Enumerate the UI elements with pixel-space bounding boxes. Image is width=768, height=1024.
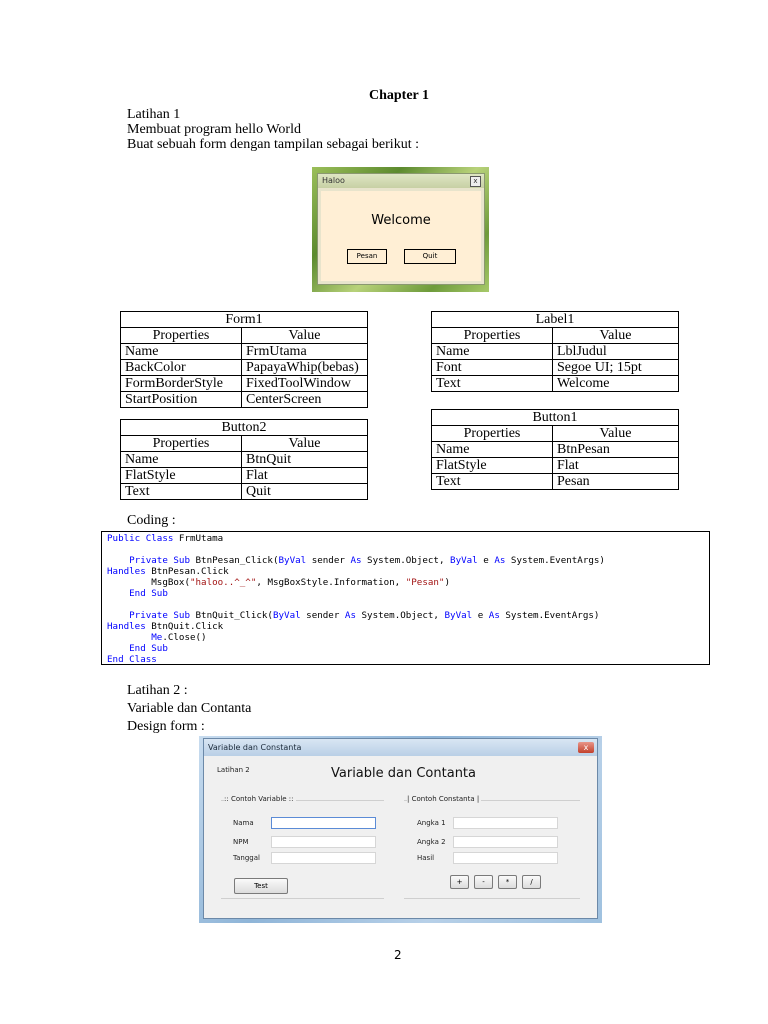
table-title: Label1 (432, 312, 679, 328)
prop-name: BackColor (121, 360, 242, 376)
code-keyword: As (344, 610, 356, 621)
prop-value: BtnQuit (242, 452, 368, 468)
close-icon: x (578, 742, 594, 753)
constanta-group-bottom (404, 898, 580, 899)
tanggal-input (271, 852, 376, 864)
form-screenshot-variable (199, 736, 602, 923)
code-text: System.Object, (361, 555, 451, 566)
prop-value: Pesan (553, 474, 679, 490)
form1-properties-table (120, 311, 368, 408)
haloo-title: Haloo (322, 176, 345, 185)
prop-name: FlatStyle (432, 458, 553, 474)
code-text: .Close() (162, 632, 207, 643)
table-title: Form1 (121, 312, 368, 328)
prop-value: Flat (242, 468, 368, 484)
table-title: Button2 (121, 420, 368, 436)
code-text: BtnQuit_Click( (189, 610, 273, 621)
prop-name: Text (432, 474, 553, 490)
prop-name: Font (432, 360, 553, 376)
code-string: "Pesan" (405, 577, 445, 588)
intro-line-1: Latihan 1 (127, 107, 181, 122)
code-text: sender (306, 555, 351, 566)
col-header: Properties (432, 426, 553, 442)
code-text: BtnQuit.Click (145, 621, 224, 632)
code-keyword: Public Class (107, 533, 174, 544)
label1-properties-table (431, 311, 679, 392)
code-keyword: Me (107, 632, 163, 643)
code-keyword: ByVal (450, 555, 478, 566)
npm-input (271, 836, 376, 848)
code-line: End Sub (107, 588, 168, 599)
prop-value: LblJudul (553, 344, 679, 360)
code-text: e (472, 610, 489, 621)
minus-button: - (474, 875, 493, 889)
latihan2-line-2: Variable dan Contanta (127, 701, 252, 716)
chapter-heading: Chapter 1 (369, 88, 430, 103)
prop-value: Segoe UI; 15pt (553, 360, 679, 376)
code-text: FrmUtama (173, 533, 224, 544)
col-header: Value (553, 328, 679, 344)
code-keyword: ByVal (444, 610, 473, 621)
prop-value: Welcome (553, 376, 679, 392)
code-keyword: As (494, 555, 506, 566)
prop-value: FixedToolWindow (242, 376, 368, 392)
prop-value: Quit (242, 484, 368, 500)
pesan-button: Pesan (347, 249, 387, 264)
code-keyword: ByVal (278, 555, 307, 566)
prop-name: FlatStyle (121, 468, 242, 484)
close-icon: x (470, 176, 481, 187)
prop-name: Text (121, 484, 242, 500)
variable-group-bottom (221, 898, 384, 899)
prop-name: Name (432, 344, 553, 360)
quit-button: Quit (404, 249, 456, 264)
col-header: Value (553, 426, 679, 442)
code-text: MsgBox( (107, 577, 190, 588)
plus-button: + (450, 875, 469, 889)
haloo-window (317, 173, 485, 285)
col-header: Properties (121, 328, 242, 344)
prop-name: Name (432, 442, 553, 458)
test-button: Test (234, 878, 288, 894)
coding-label: Coding : (127, 513, 176, 528)
angka1-input (453, 817, 558, 829)
code-text: System.EventArgs) (505, 555, 605, 566)
col-header: Value (242, 436, 368, 452)
intro-line-3: Buat sebuah form dengan tampilan sebagai berikut : (127, 137, 419, 152)
prop-name: Text (432, 376, 553, 392)
divide-button: / (522, 875, 541, 889)
prop-value: CenterScreen (242, 392, 368, 408)
code-string: "haloo..^_^" (189, 577, 257, 588)
nama-input (271, 817, 376, 829)
code-line (107, 610, 709, 621)
code-block (101, 531, 710, 665)
code-line (107, 621, 709, 632)
prop-value: Flat (553, 458, 679, 474)
nama-label: Nama (233, 819, 254, 827)
tanggal-label: Tanggal (233, 854, 260, 862)
code-text: BtnPesan.Click (145, 566, 229, 577)
group-constanta-label: | Contoh Constanta | (407, 795, 480, 803)
code-text: sender (300, 610, 345, 621)
code-keyword: Private Sub (107, 610, 190, 621)
prop-name: Name (121, 452, 242, 468)
code-keyword: As (350, 555, 362, 566)
prop-name: StartPosition (121, 392, 242, 408)
code-keyword: As (488, 610, 500, 621)
angka2-input (453, 836, 558, 848)
variable-titlebar (204, 739, 597, 756)
code-keyword: Handles (107, 621, 146, 632)
npm-label: NPM (233, 838, 249, 846)
angka1-label: Angka 1 (417, 819, 446, 827)
code-text: System.EventArgs) (499, 610, 600, 621)
prop-value: FrmUtama (242, 344, 368, 360)
prop-name: FormBorderStyle (121, 376, 242, 392)
table-title: Button1 (432, 410, 679, 426)
haloo-client (321, 191, 481, 281)
latihan2-line-1: Latihan 2 : (127, 683, 188, 698)
code-text: , MsgBoxStyle.Information, (256, 577, 406, 588)
code-line (107, 577, 709, 588)
code-line: End Sub (107, 643, 168, 654)
code-text: ) (444, 577, 451, 588)
corner-label: Latihan 2 (217, 766, 250, 774)
intro-line-2: Membuat program hello World (127, 122, 301, 137)
form-screenshot-haloo (312, 167, 489, 292)
button2-properties-table (120, 419, 368, 500)
page-number: 2 (394, 948, 402, 962)
haloo-titlebar (318, 174, 484, 188)
code-line (107, 555, 709, 566)
code-line: End Class (107, 654, 157, 665)
col-header: Properties (432, 328, 553, 344)
code-line (107, 533, 709, 544)
prop-value: PapayaWhip(bebas) (242, 360, 368, 376)
hasil-input (453, 852, 558, 864)
variable-window (203, 738, 598, 919)
code-line (107, 566, 709, 577)
code-keyword: ByVal (272, 610, 301, 621)
code-line (107, 632, 709, 643)
col-header: Properties (121, 436, 242, 452)
prop-name: Name (121, 344, 242, 360)
variable-window-title: Variable dan Constanta (208, 743, 302, 752)
group-variable-label: :: Contoh Variable :: (224, 795, 294, 803)
code-keyword: Private Sub (107, 555, 190, 566)
code-text: System.Object, (355, 610, 445, 621)
code-text: e (477, 555, 495, 566)
multiply-button: * (498, 875, 517, 889)
latihan2-line-3: Design form : (127, 719, 205, 734)
col-header: Value (242, 328, 368, 344)
welcome-label: Welcome (371, 213, 431, 228)
hasil-label: Hasil (417, 854, 435, 862)
button1-properties-table (431, 409, 679, 490)
prop-value: BtnPesan (553, 442, 679, 458)
form-heading: Variable dan Contanta (331, 766, 476, 781)
angka2-label: Angka 2 (417, 838, 446, 846)
code-keyword: Handles (107, 566, 146, 577)
code-text: BtnPesan_Click( (189, 555, 279, 566)
